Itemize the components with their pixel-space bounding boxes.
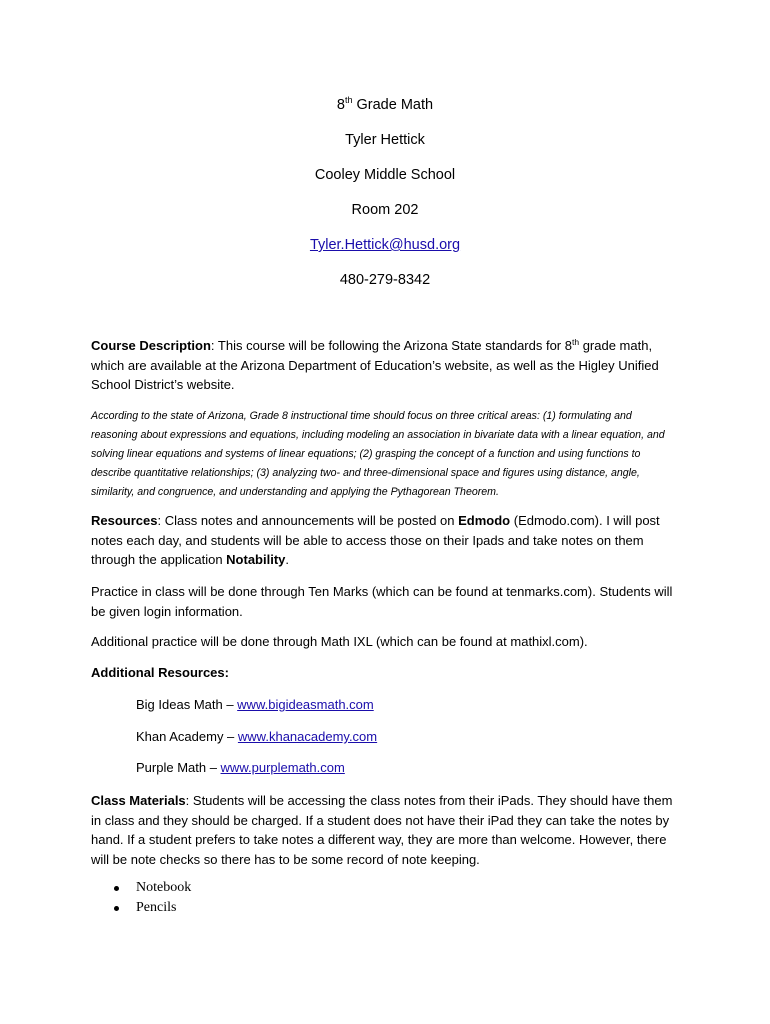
resources-label: Resources <box>91 513 158 528</box>
resource-name: Khan Academy – <box>136 729 238 744</box>
teacher-name: Tyler Hettick <box>345 132 425 148</box>
edmodo-name: Edmodo <box>458 513 511 528</box>
list-item: Notebook <box>108 878 408 898</box>
list-item: Pencils <box>108 898 408 918</box>
resources-text-3: . <box>285 552 290 567</box>
class-materials-text: : Students will be accessing the class notes from their iPads. They should have them in class and they should be charged. If a student does not have their iPad they can take the notes by hand. If a student prefers to take notes a different way, they are more than welcome. However, there will be note checks so there has to be some record of note keeping. <box>91 793 673 867</box>
course-description <box>91 336 681 395</box>
class-materials-paragraph <box>91 791 681 869</box>
resource-link[interactable]: www.bigideasmath.com <box>237 697 374 712</box>
additional-resources-title: Additional Resources: <box>91 665 229 680</box>
course-title <box>0 96 770 114</box>
practice-tenmarks: Practice in class will be done through Ten Marks (which can be found at tenmarks.com). Students will be given login information. <box>91 584 673 619</box>
resources-text-2: (Edmodo.com). I will post notes each day, and students will be able to access those on their Ipads and take notes on them through the application <box>91 513 660 567</box>
phone-number: 480-279-8342 <box>339 272 431 288</box>
course-description-sup: th <box>571 337 580 347</box>
email-link[interactable]: Tyler.Hettick@husd.org <box>309 237 461 253</box>
grade-title: Grade Math <box>356 97 434 113</box>
room-number: Room 202 <box>351 202 419 218</box>
resource-item-khan <box>136 728 636 746</box>
resources-paragraph <box>91 511 681 570</box>
materials-list <box>108 878 408 918</box>
course-description-label: Course Description <box>91 338 211 353</box>
grade-suffix: th <box>344 95 353 105</box>
additional-resources-heading <box>91 663 681 683</box>
practice-ixl: Additional practice will be done through Math IXL (which can be found at mathixl.com). <box>91 634 588 649</box>
class-materials-label: Class Materials <box>91 793 186 808</box>
resource-link[interactable]: www.purplemath.com <box>220 760 345 775</box>
course-description-text-1: : This course will be following the Arizona State standards for 8 <box>210 338 572 353</box>
resource-name: Purple Math – <box>136 760 221 775</box>
resource-item-bigideas <box>136 696 636 714</box>
notability-name: Notability <box>226 552 286 567</box>
resource-item-purplemath <box>136 759 636 777</box>
resource-name: Big Ideas Math – <box>136 697 238 712</box>
grade-number: 8 <box>336 97 345 113</box>
course-description-text-2: grade math, which are available at the Arizona Department of Education’s website, as well as the Higley Unified School District’s website. <box>91 338 659 392</box>
school-name: Cooley Middle School <box>314 167 456 183</box>
standards-paragraph: According to the state of Arizona, Grade 8 instructional time should focus on three critical areas: (1) formulating and reasoning about expressions and equations, including modeling an association in bivariate data with a linear equation, and solving linear equations and systems of linear equations; (2) grasping the concept of a function and using functions to describe quantitative relationships; (3) analyzing two- and three-dimensional space and figures using distance, angle, similarity, and congruence, and understanding and applying the Pythagorean Theorem. <box>91 410 665 498</box>
email-line <box>0 236 770 254</box>
resources-text-1: : Class notes and announcements will be posted on <box>157 513 459 528</box>
resource-link[interactable]: www.khanacademy.com <box>237 729 378 744</box>
